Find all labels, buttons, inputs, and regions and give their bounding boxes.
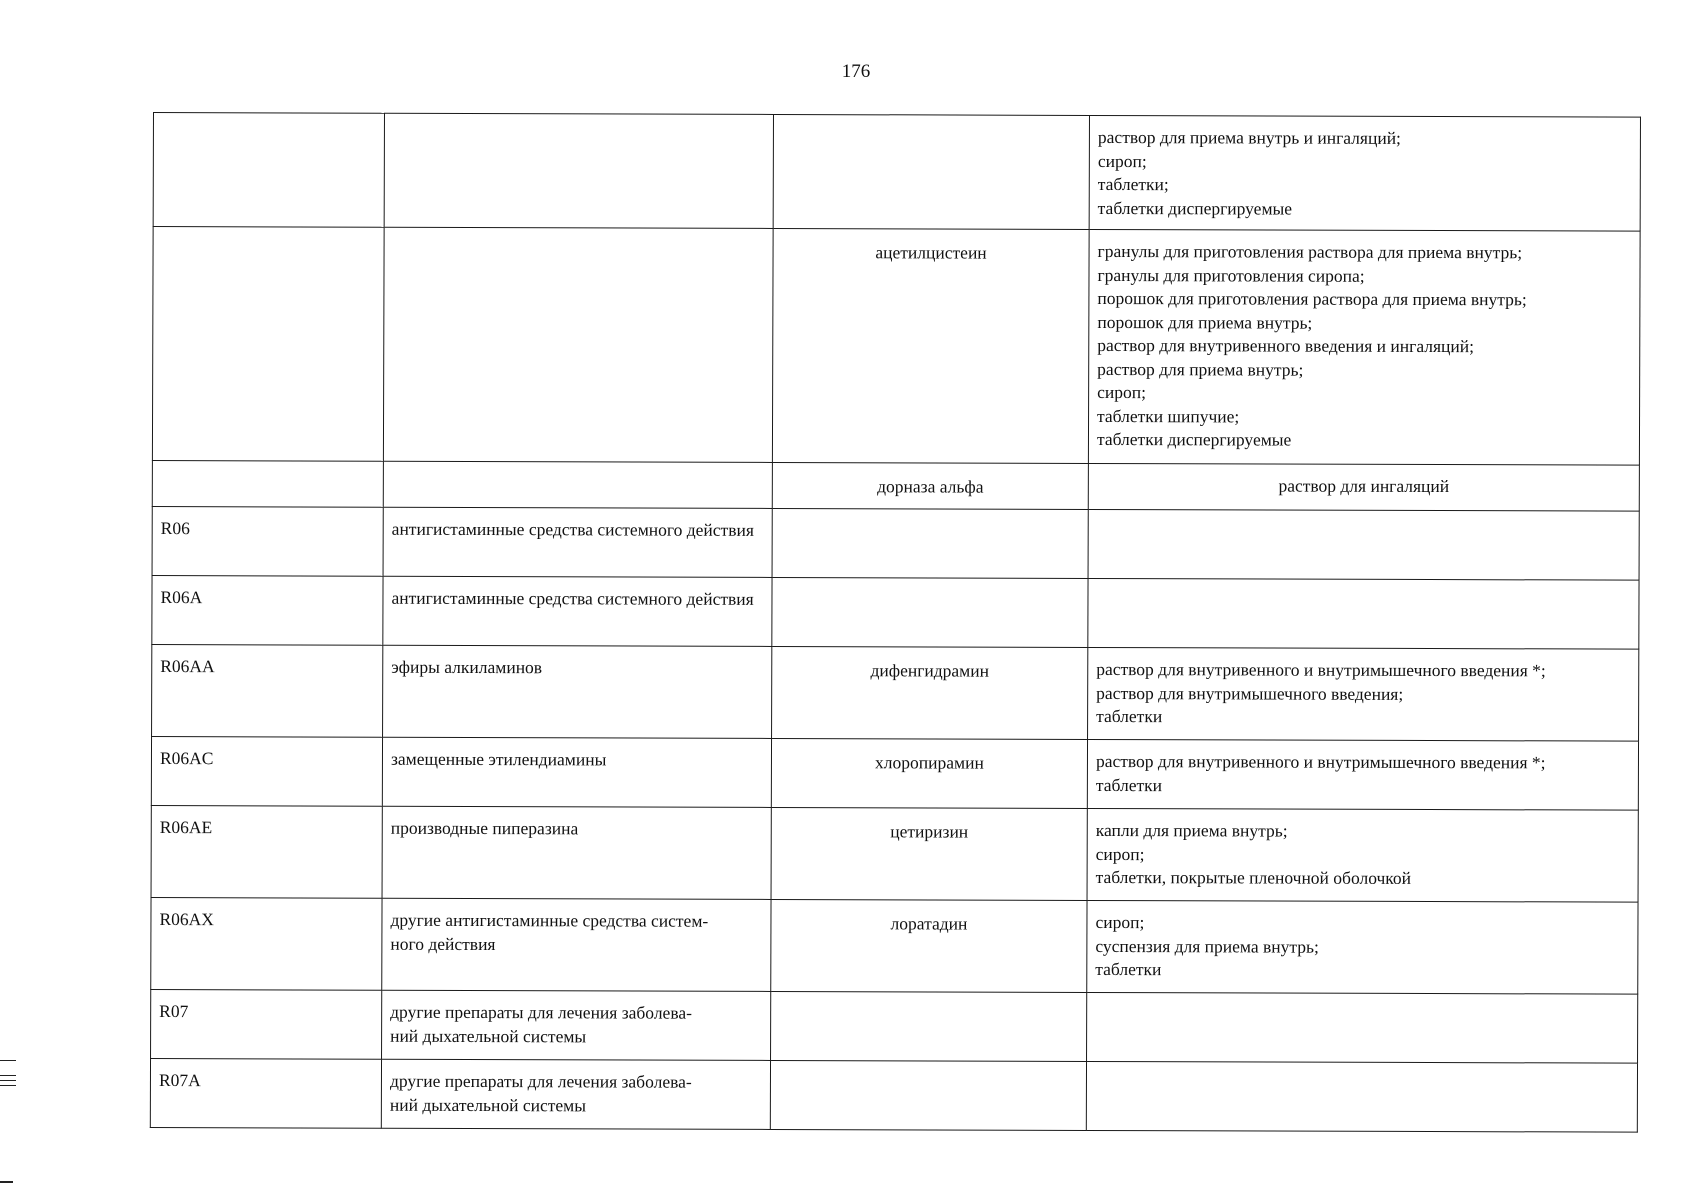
dosage-forms-cell: капли для приема внутрь; сироп; таблетки, покрытые пленочной оболочкой (1087, 808, 1638, 902)
pharmacological-group-cell (383, 461, 772, 508)
table-row (152, 644, 1639, 741)
atc-code-cell (152, 227, 384, 462)
pharmacological-group-cell (384, 113, 773, 228)
table-row (153, 113, 1640, 232)
table-row (152, 506, 1639, 580)
dosage-forms-cell: сироп; суспензия для приема внутрь; таблетки (1087, 900, 1638, 994)
atc-code-cell: R06 (152, 506, 383, 576)
atc-code-cell: R06AC (151, 736, 382, 806)
pharmacological-group-cell: замещенные этилендиамины (382, 737, 771, 807)
table-row (152, 227, 1640, 466)
pharmacological-group-cell: антигистаминные средства системного действия (383, 507, 772, 577)
table-row (151, 805, 1638, 902)
drug-name-cell: дифенгидрамин (772, 646, 1088, 739)
table-row (152, 460, 1639, 511)
atc-code-cell: R06A (152, 575, 383, 645)
dosage-forms-cell (1088, 509, 1639, 580)
drug-name-cell (771, 991, 1087, 1061)
drug-name-cell (772, 577, 1088, 647)
margin-marks (0, 1060, 16, 1090)
pharmacological-group-cell: другие препараты для лечения заболева- ний дыхательной системы (382, 990, 771, 1060)
pharmacological-group-cell: антигистаминные средства системного действия (383, 576, 772, 646)
dosage-forms-cell: раствор для ингаляций (1088, 463, 1639, 511)
drug-name-cell: хлоропирамин (771, 738, 1087, 808)
pharmacological-group-cell: другие препараты для лечения заболева- ний дыхательной системы (381, 1059, 770, 1129)
drug-name-cell: дорназа альфа (772, 462, 1088, 509)
dosage-forms-cell (1088, 578, 1639, 649)
atc-code-cell: R06AE (151, 805, 382, 898)
table-row (152, 575, 1639, 649)
atc-code-cell: R07A (150, 1058, 381, 1128)
dosage-forms-cell (1087, 992, 1638, 1063)
page-number: 176 (841, 61, 871, 82)
atc-code-cell: R06AX (151, 897, 382, 990)
atc-code-cell (153, 113, 384, 228)
bottom-margin-mark (0, 1181, 13, 1183)
drug-name-cell (770, 1060, 1086, 1130)
atc-code-cell: R06AA (152, 644, 383, 737)
dosage-forms-cell: раствор для приема внутрь и ингаляций; сироп; таблетки; таблетки диспергируемые (1089, 115, 1640, 231)
table-row (151, 897, 1638, 994)
drug-list-table (150, 112, 1641, 1133)
dosage-forms-cell: гранулы для приготовления раствора для приема внутрь; гранулы для приготовления сиропа; порошок для приготовления раствора для приема внутрь; порошок для приема внутрь; раствор для внутривенного введения и ингаляций; раствор для приема внутрь; сироп; таблетки шипучие; таблетки диспергируемые (1088, 229, 1640, 465)
table-row (151, 736, 1638, 810)
table-row (151, 989, 1638, 1063)
table-row (150, 1058, 1637, 1132)
dosage-forms-cell: раствор для внутривенного и внутримышечного введения *; таблетки (1087, 739, 1638, 810)
pharmacological-group-cell: эфиры алкиламинов (383, 645, 772, 738)
atc-code-cell (152, 460, 383, 507)
drug-name-cell (773, 114, 1089, 229)
dosage-forms-cell: раствор для внутривенного и внутримышечного введения *; раствор для внутримышечного введения; таблетки (1088, 647, 1639, 741)
drug-name-cell (772, 508, 1088, 578)
drug-name-cell: ацетилцистеин (772, 228, 1089, 463)
pharmacological-group-cell: другие антигистаминные средства систем- ного действия (382, 898, 771, 991)
pharmacological-group-cell (383, 227, 773, 462)
drug-name-cell: лоратадин (771, 899, 1087, 992)
dosage-forms-cell (1086, 1061, 1637, 1132)
atc-code-cell: R07 (151, 989, 382, 1059)
drug-name-cell: цетиризин (771, 807, 1087, 900)
pharmacological-group-cell: производные пиперазина (382, 806, 771, 899)
